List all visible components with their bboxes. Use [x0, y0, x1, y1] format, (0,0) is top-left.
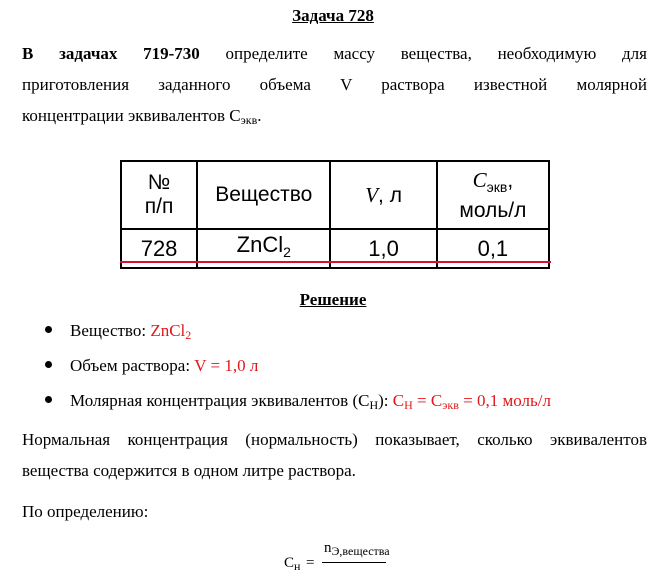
cell-substance-main: ZnCl [236, 232, 284, 257]
table-header-row [121, 161, 549, 229]
header-concentration [437, 161, 549, 229]
list-item-concentration [0, 386, 666, 421]
task-line-1 [22, 38, 647, 69]
solution-title: Решение [299, 290, 367, 309]
formula-lhs-sub: н [294, 559, 301, 573]
volume-label: Объем раствора: [70, 356, 195, 375]
conc-v1-sub: Н [404, 398, 413, 412]
task-title: Задача 728 [292, 6, 374, 25]
formula-numerator-sub: Э,вещества [331, 544, 390, 558]
substance-value-main: ZnCl [150, 321, 186, 340]
list-item-volume [0, 351, 666, 386]
concentration-label [70, 391, 393, 410]
formula-numerator-main: n [324, 540, 332, 556]
bullet-dot-icon [45, 396, 52, 403]
list-item-substance [0, 316, 666, 351]
header-conc-line1 [438, 168, 548, 199]
list-item-text [70, 351, 258, 381]
conc-v1: С [392, 391, 405, 410]
formula-lhs-main: С [284, 555, 295, 571]
formula-numerator [324, 540, 390, 559]
concentration-label-main: Молярная концентрация эквивалентов (С [70, 391, 370, 410]
task-line-3-end: . [257, 106, 262, 125]
conc-v2-sub: экв [442, 398, 459, 412]
volume-value: V = 1,0 л [194, 356, 259, 375]
task-line-3 [22, 100, 647, 136]
fraction-bar [322, 562, 386, 563]
bullet-dot-icon [45, 326, 52, 333]
concentration-value [393, 391, 551, 410]
definition-paragraph: По определению: [22, 502, 149, 521]
header-conc-unit: моль/л [459, 198, 527, 222]
conc-v2: = С [412, 391, 443, 410]
header-num-line2: п/п [144, 195, 174, 218]
task-statement [22, 38, 647, 136]
header-conc-var: C [472, 167, 487, 192]
substance-value-sub: 2 [185, 328, 192, 342]
concentration-label-end: ): [378, 391, 393, 410]
header-conc-sub: экв [486, 178, 508, 195]
header-num-line1: № [147, 171, 171, 194]
task-line-3-main: концентрации эквивалентов С [22, 106, 241, 125]
formula-lhs [284, 555, 300, 574]
header-substance: Вещество [197, 161, 330, 229]
task-line-1-rest: определите массу вещества, необходимую для [199, 44, 647, 63]
task-bold-intro: В задачах 719-730 [22, 44, 200, 63]
header-volume [330, 161, 436, 229]
header-num [121, 161, 197, 229]
formula-equals: = [306, 555, 315, 571]
header-conc-comma: , [507, 168, 514, 192]
substance-label: Вещество: [70, 321, 151, 340]
given-list [0, 316, 666, 421]
normality-line-2: вещества содержится в одном литре раствора. [22, 461, 356, 480]
task-line-2: приготовления заданного объема V раствора известной молярной [22, 75, 647, 94]
list-item-text [70, 386, 551, 420]
bullet-dot-icon [45, 361, 52, 368]
substance-value [150, 321, 191, 340]
data-table [120, 160, 550, 269]
task-line-3-sub: экв [240, 113, 258, 127]
data-table-wrapper [120, 160, 550, 269]
table-highlight-underline [120, 261, 551, 263]
cell-substance-sub: 2 [283, 244, 291, 260]
cell-volume: 1,0 [330, 229, 436, 268]
concentration-label-sub: Н [369, 398, 379, 412]
cell-concentration: 0,1 [437, 229, 549, 268]
normality-line-1: Нормальная концентрация (нормальность) показывает, сколько эквивалентов [22, 430, 647, 449]
cell-num: 728 [121, 229, 197, 268]
list-item-text [70, 316, 191, 350]
header-volume-var: V [365, 182, 379, 207]
normality-paragraph [22, 424, 647, 486]
header-volume-unit: , л [378, 183, 402, 207]
conc-v3: = 0,1 моль/л [458, 391, 551, 410]
